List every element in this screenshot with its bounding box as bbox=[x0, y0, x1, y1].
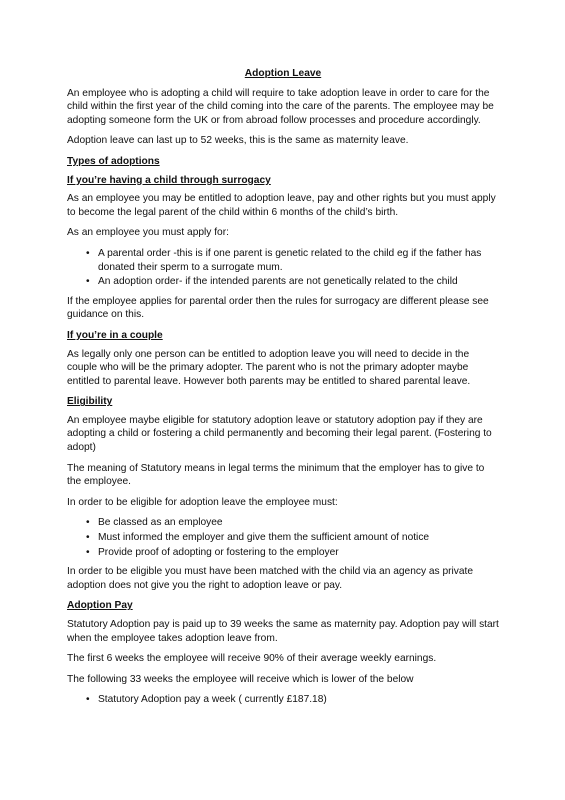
bullet-icon: • bbox=[86, 546, 90, 558]
eligibility-paragraph-3: In order to be eligible for adoption leave the employee must: bbox=[67, 496, 338, 508]
list-item-text: A parental order -this is if one parent is genetic related to the child eg if the father has donated their sperm to a surrogate mum. bbox=[98, 247, 482, 273]
list-item bbox=[67, 247, 499, 274]
adoption-pay-list bbox=[67, 693, 499, 707]
couple-heading: If you’re in a couple bbox=[67, 329, 163, 341]
bullet-icon: • bbox=[86, 532, 90, 544]
bullet-icon: • bbox=[86, 694, 90, 706]
types-heading: Types of adoptions bbox=[67, 155, 160, 167]
list-item bbox=[67, 516, 499, 530]
bullet-icon: • bbox=[86, 247, 90, 259]
couple-paragraph-1: As legally only one person can be entitled to adoption leave you will need to decide in the couple who will be the primary adopter. The parent who is not the primary adopter maybe entitled to parental leave. However both parents may be entitled to shared parental leave. bbox=[67, 348, 471, 387]
list-item bbox=[67, 693, 499, 707]
list-item bbox=[67, 546, 499, 560]
list-item-text: Provide proof of adopting or fostering to the employer bbox=[98, 546, 339, 558]
adoption-pay-paragraph-3: The following 33 weeks the employee will receive which is lower of the below bbox=[67, 673, 414, 685]
bullet-icon: • bbox=[86, 276, 90, 288]
eligibility-paragraph-4: In order to be eligible you must have been matched with the child via an agency as private adoption does not give you the right to adoption leave or pay. bbox=[67, 566, 474, 591]
adoption-pay-heading: Adoption Pay bbox=[67, 600, 133, 612]
adoption-pay-paragraph-2: The first 6 weeks the employee will receive 90% of their average weekly earnings. bbox=[67, 653, 437, 665]
intro-paragraph-2: Adoption leave can last up to 52 weeks, this is the same as maternity leave. bbox=[67, 135, 409, 147]
eligibility-paragraph-2: The meaning of Statutory means in legal terms the minimum that the employer has to give to the employee. bbox=[67, 462, 485, 488]
document-page bbox=[67, 67, 499, 713]
adoption-pay-paragraph-1: Statutory Adoption pay is paid up to 39 weeks the same as maternity pay. Adoption pay will start when the employee takes adoption leave from. bbox=[67, 619, 499, 644]
eligibility-paragraph-1: An employee maybe eligible for statutory adoption leave or statutory adoption pay if they are adopting a child or fostering a child permanently and becoming their legal parent. (Fostering to adopt) bbox=[67, 414, 492, 454]
list-item bbox=[67, 531, 499, 545]
intro-paragraph-1: An employee who is adopting a child will require to take adoption leave in order to care for the child within the first year of the child coming into the care of the parents. The employee may be adopting someone form the UK or from abroad follow processes and procedure accordingly. bbox=[67, 87, 494, 126]
list-item-text: Must informed the employer and give them the sufficient amount of notice bbox=[98, 532, 430, 544]
eligibility-list bbox=[67, 516, 499, 559]
page-title: Adoption Leave bbox=[244, 68, 322, 79]
eligibility-heading: Eligibility bbox=[67, 396, 113, 408]
bullet-icon: • bbox=[86, 517, 90, 529]
surrogacy-paragraph-1: As an employee you may be entitled to adoption leave, pay and other rights but you must apply to become the legal parent of the child within 6 months of the child’s birth. bbox=[67, 193, 496, 218]
list-item-text: An adoption order- if the intended parents are not genetically related to the child bbox=[98, 276, 458, 288]
surrogacy-paragraph-3: If the employee applies for parental order then the rules for surrogacy are different please see guidance on this. bbox=[67, 295, 489, 321]
surrogacy-paragraph-2: As an employee you must apply for: bbox=[67, 227, 229, 239]
list-item-text: Be classed as an employee bbox=[98, 517, 223, 529]
surrogacy-list bbox=[67, 247, 499, 289]
list-item-text: Statutory Adoption pay a week ( currently £187.18) bbox=[98, 694, 327, 706]
surrogacy-heading: If you’re having a child through surrogacy bbox=[67, 174, 271, 186]
list-item bbox=[67, 275, 499, 289]
